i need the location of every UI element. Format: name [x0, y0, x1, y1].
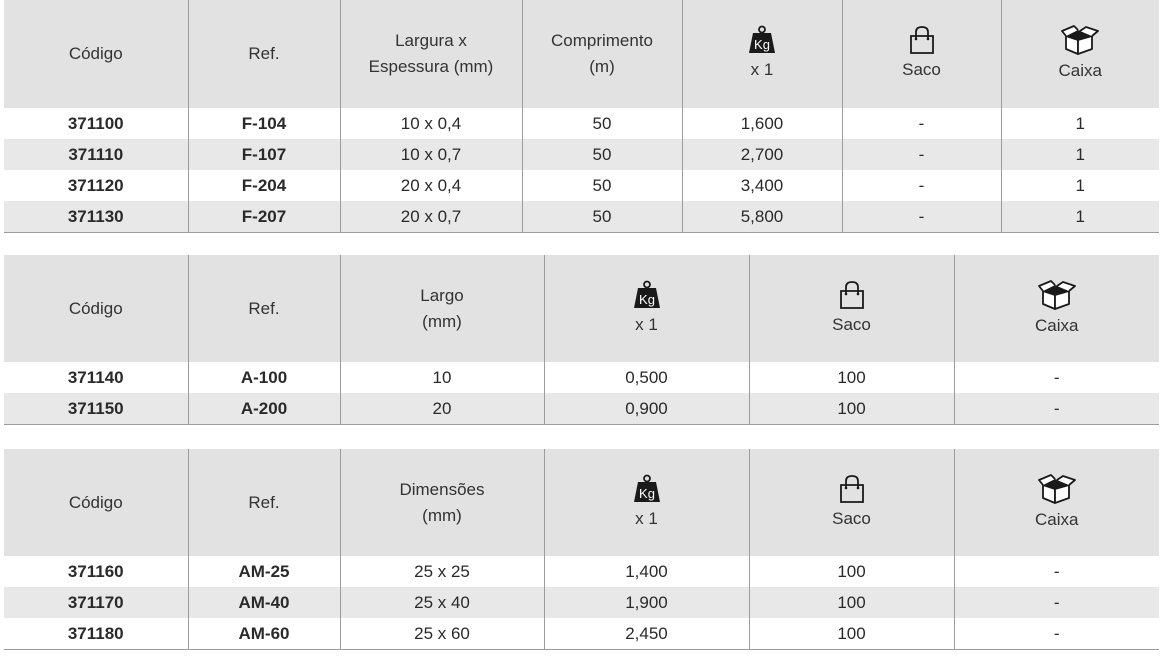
box-icon — [1037, 279, 1077, 311]
cell-bag: 100 — [749, 618, 954, 650]
cell-weight: 2,700 — [682, 139, 842, 170]
cell-box: 1 — [1001, 170, 1159, 201]
cell-dimensions: 20 x 0,7 — [340, 201, 522, 233]
cell-dimensions: 10 x 0,4 — [340, 108, 522, 139]
table-row — [4, 108, 1159, 139]
weight-kg-icon — [747, 25, 777, 55]
cell-ref: AM-25 — [188, 556, 340, 587]
cell-code: 371120 — [67, 175, 124, 195]
product-table-widths — [4, 255, 1159, 425]
svg-text:Kg: Kg — [638, 291, 655, 307]
cell-box: 1 — [1001, 201, 1159, 233]
header-code: Código — [4, 0, 188, 108]
header-code: Código — [4, 255, 188, 362]
cell-box: - — [954, 556, 1159, 587]
shopping-bag-icon — [837, 474, 867, 504]
cell-bag: 100 — [749, 393, 954, 425]
cell-weight: 1,900 — [544, 587, 749, 618]
cell-ref: AM-60 — [188, 618, 340, 650]
table-row — [4, 362, 1159, 393]
cell-bag: - — [842, 170, 1001, 201]
cell-code: 371130 — [4, 201, 188, 233]
cell-weight: 0,900 — [544, 393, 749, 425]
cell-length: 50 — [522, 170, 682, 201]
cell-weight: 0,500 — [544, 362, 749, 393]
cell-code: 371170 — [4, 587, 188, 618]
cell-code: 371180 — [4, 618, 188, 650]
cell-code: 371160 — [67, 561, 124, 581]
cell-ref: A-100 — [188, 362, 340, 393]
cell-width: 10 — [340, 362, 544, 393]
header-box: Caixa — [1001, 0, 1159, 108]
cell-box: - — [954, 393, 1159, 425]
cell-width: 20 — [340, 393, 544, 425]
cell-box: - — [954, 618, 1159, 650]
cell-ref: F-104 — [188, 108, 340, 139]
header-box: Caixa — [954, 449, 1159, 556]
table-row — [4, 393, 1159, 425]
cell-weight: 3,400 — [682, 170, 842, 201]
table-row — [4, 201, 1159, 233]
header-dimensions: Dimensões (mm) — [340, 449, 544, 556]
cell-weight: 1,400 — [544, 556, 749, 587]
header-weight: Kg x 1 — [544, 449, 749, 556]
table-header-row — [4, 449, 1159, 556]
cell-bag: 100 — [749, 362, 954, 393]
svg-text:Kg: Kg — [638, 485, 655, 501]
table-row — [4, 170, 1159, 201]
cell-ref: AM-40 — [188, 587, 340, 618]
cell-weight: 2,450 — [544, 618, 749, 650]
product-table-dimensions — [4, 449, 1159, 650]
header-width: Largo (mm) — [340, 255, 544, 362]
cell-code: 371100 — [67, 113, 124, 133]
cell-length: 50 — [522, 201, 682, 233]
weight-kg-icon — [632, 280, 662, 310]
table-row — [4, 139, 1159, 170]
cell-weight: 1,600 — [682, 108, 842, 139]
product-table-tapes — [4, 0, 1159, 233]
cell-dimensions: 10 x 0,7 — [340, 139, 522, 170]
header-length: Comprimento (m) — [522, 0, 682, 108]
cell-code: 371140 — [67, 367, 124, 387]
table-row — [4, 618, 1159, 650]
header-bag: Saco — [749, 449, 954, 556]
cell-box: - — [954, 587, 1159, 618]
cell-ref: F-204 — [188, 170, 340, 201]
cell-weight: 5,800 — [682, 201, 842, 233]
cell-box: 1 — [1001, 108, 1159, 139]
cell-dimensions: 25 x 40 — [340, 587, 544, 618]
table-header-row — [4, 0, 1159, 108]
header-ref: Ref. — [188, 449, 340, 556]
header-box: Caixa — [954, 255, 1159, 362]
header-ref: Ref. — [188, 0, 340, 108]
cell-ref: A-200 — [188, 393, 340, 425]
header-code: Código — [4, 449, 188, 556]
cell-box: - — [954, 362, 1159, 393]
header-weight: Kg x 1 — [544, 255, 749, 362]
table-row — [4, 587, 1159, 618]
table-header-row — [4, 255, 1159, 362]
shopping-bag-icon — [907, 25, 937, 55]
cell-bag: - — [842, 108, 1001, 139]
cell-code: 371150 — [4, 393, 188, 425]
cell-dimensions: 25 x 60 — [340, 618, 544, 650]
cell-dimensions: 20 x 0,4 — [340, 170, 522, 201]
cell-bag: 100 — [749, 556, 954, 587]
cell-length: 50 — [522, 108, 682, 139]
cell-code: 371110 — [4, 139, 188, 170]
cell-length: 50 — [522, 139, 682, 170]
cell-bag: - — [842, 139, 1001, 170]
weight-kg-icon — [632, 474, 662, 504]
header-ref: Ref. — [188, 255, 340, 362]
header-bag: Saco — [842, 0, 1001, 108]
cell-ref: F-107 — [188, 139, 340, 170]
shopping-bag-icon — [837, 280, 867, 310]
cell-ref: F-207 — [188, 201, 340, 233]
header-weight: Kg x 1 — [682, 0, 842, 108]
cell-box: 1 — [1001, 139, 1159, 170]
cell-bag: - — [842, 201, 1001, 233]
cell-bag: 100 — [749, 587, 954, 618]
box-icon — [1060, 24, 1100, 56]
cell-dimensions: 25 x 25 — [340, 556, 544, 587]
table-row — [4, 556, 1159, 587]
header-bag: Saco — [749, 255, 954, 362]
svg-text:Kg: Kg — [754, 37, 770, 52]
box-icon — [1037, 473, 1077, 505]
header-width-thickness: Largura x Espessura (mm) — [340, 0, 522, 108]
